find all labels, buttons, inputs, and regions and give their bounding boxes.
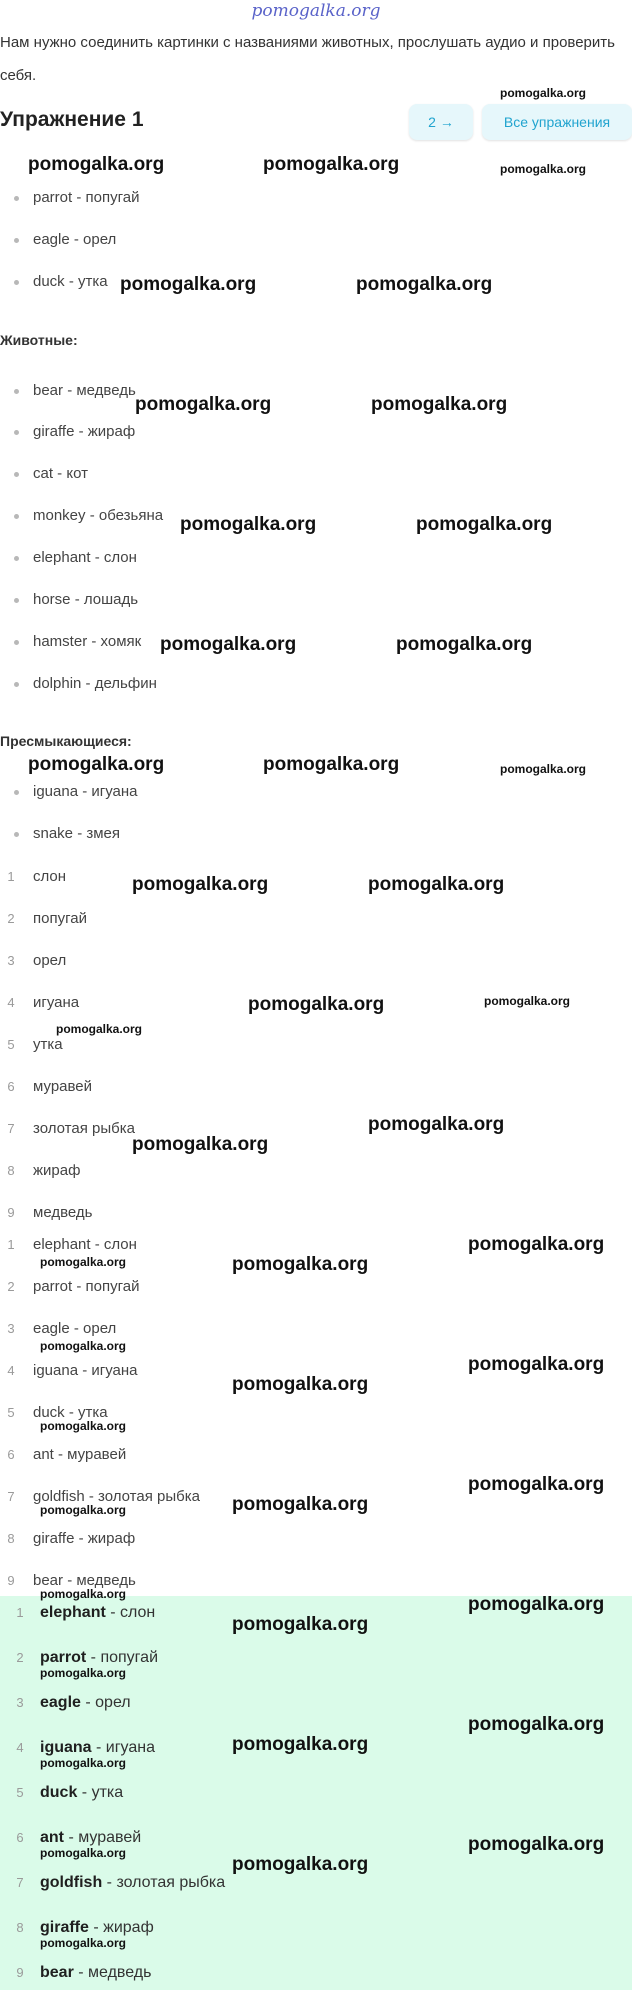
watermark: pomogalka.org (232, 1254, 369, 1275)
watermark: pomogalka.org (232, 1374, 369, 1395)
watermark: pomogalka.org (132, 1134, 269, 1155)
watermark: pomogalka.org (232, 1854, 369, 1875)
watermark: pomogalka.org (135, 394, 272, 415)
watermark: pomogalka.org (500, 162, 587, 176)
watermark: pomogalka.org (356, 274, 493, 295)
exercise-title: Упражнение 1 (0, 108, 144, 131)
bullet-icon (14, 514, 19, 519)
watermark: pomogalka.org (180, 514, 317, 535)
watermark: pomogalka.org (500, 86, 587, 100)
watermark: pomogalka.org (468, 1594, 605, 1615)
bullet-icon (14, 238, 19, 243)
watermark: pomogalka.org (368, 1114, 505, 1135)
watermark: pomogalka.org (468, 1834, 605, 1855)
watermark: pomogalka.org (120, 274, 257, 295)
site-logo[interactable]: pomogalka.org (251, 1, 381, 21)
bullet-icon (14, 556, 19, 561)
watermark: pomogalka.org (28, 754, 165, 775)
watermark: pomogalka.org (500, 762, 587, 776)
bullet-icon (14, 682, 19, 687)
next-exercise-button[interactable]: 2 → (409, 104, 473, 140)
watermark: pomogalka.org (263, 154, 400, 175)
watermark: pomogalka.org (468, 1354, 605, 1375)
section-heading-animals: Животные: (0, 332, 78, 348)
watermark: pomogalka.org (396, 634, 533, 655)
watermark: pomogalka.org (132, 874, 269, 895)
bullet-icon (14, 472, 19, 477)
watermark: pomogalka.org (40, 1587, 127, 1601)
watermark: pomogalka.org (368, 874, 505, 895)
watermark: pomogalka.org (40, 1666, 127, 1680)
watermark: pomogalka.org (40, 1756, 127, 1770)
section-heading-reptiles: Пресмыкающиеся: (0, 733, 132, 749)
watermark: pomogalka.org (468, 1714, 605, 1735)
watermark: pomogalka.org (40, 1419, 127, 1433)
watermark: pomogalka.org (56, 1022, 143, 1036)
bullet-icon (14, 196, 19, 201)
watermark: pomogalka.org (468, 1474, 605, 1495)
all-exercises-button[interactable]: Все упражнения (482, 104, 632, 140)
watermark: pomogalka.org (40, 1255, 127, 1269)
watermark: pomogalka.org (232, 1494, 369, 1515)
watermark: pomogalka.org (40, 1503, 127, 1517)
watermark: pomogalka.org (416, 514, 553, 535)
bullet-icon (14, 790, 19, 795)
watermark: pomogalka.org (28, 154, 165, 175)
bullet-icon (14, 389, 19, 394)
bullet-icon (14, 598, 19, 603)
watermark: pomogalka.org (468, 1234, 605, 1255)
watermark: pomogalka.org (232, 1734, 369, 1755)
bullet-icon (14, 832, 19, 837)
bullet-icon (14, 430, 19, 435)
watermark: pomogalka.org (263, 754, 400, 775)
watermark: pomogalka.org (40, 1846, 127, 1860)
bullet-icon (14, 640, 19, 645)
watermark: pomogalka.org (232, 1614, 369, 1635)
bullet-icon (14, 280, 19, 285)
watermark: pomogalka.org (484, 994, 571, 1008)
watermark: pomogalka.org (40, 1936, 127, 1950)
intro-text: Нам нужно соединить картинки с названиями животных, прослушать аудио и проверить себя. (0, 34, 615, 84)
watermark: pomogalka.org (248, 994, 385, 1015)
watermark: pomogalka.org (371, 394, 508, 415)
watermark: pomogalka.org (160, 634, 297, 655)
watermark: pomogalka.org (40, 1339, 127, 1353)
